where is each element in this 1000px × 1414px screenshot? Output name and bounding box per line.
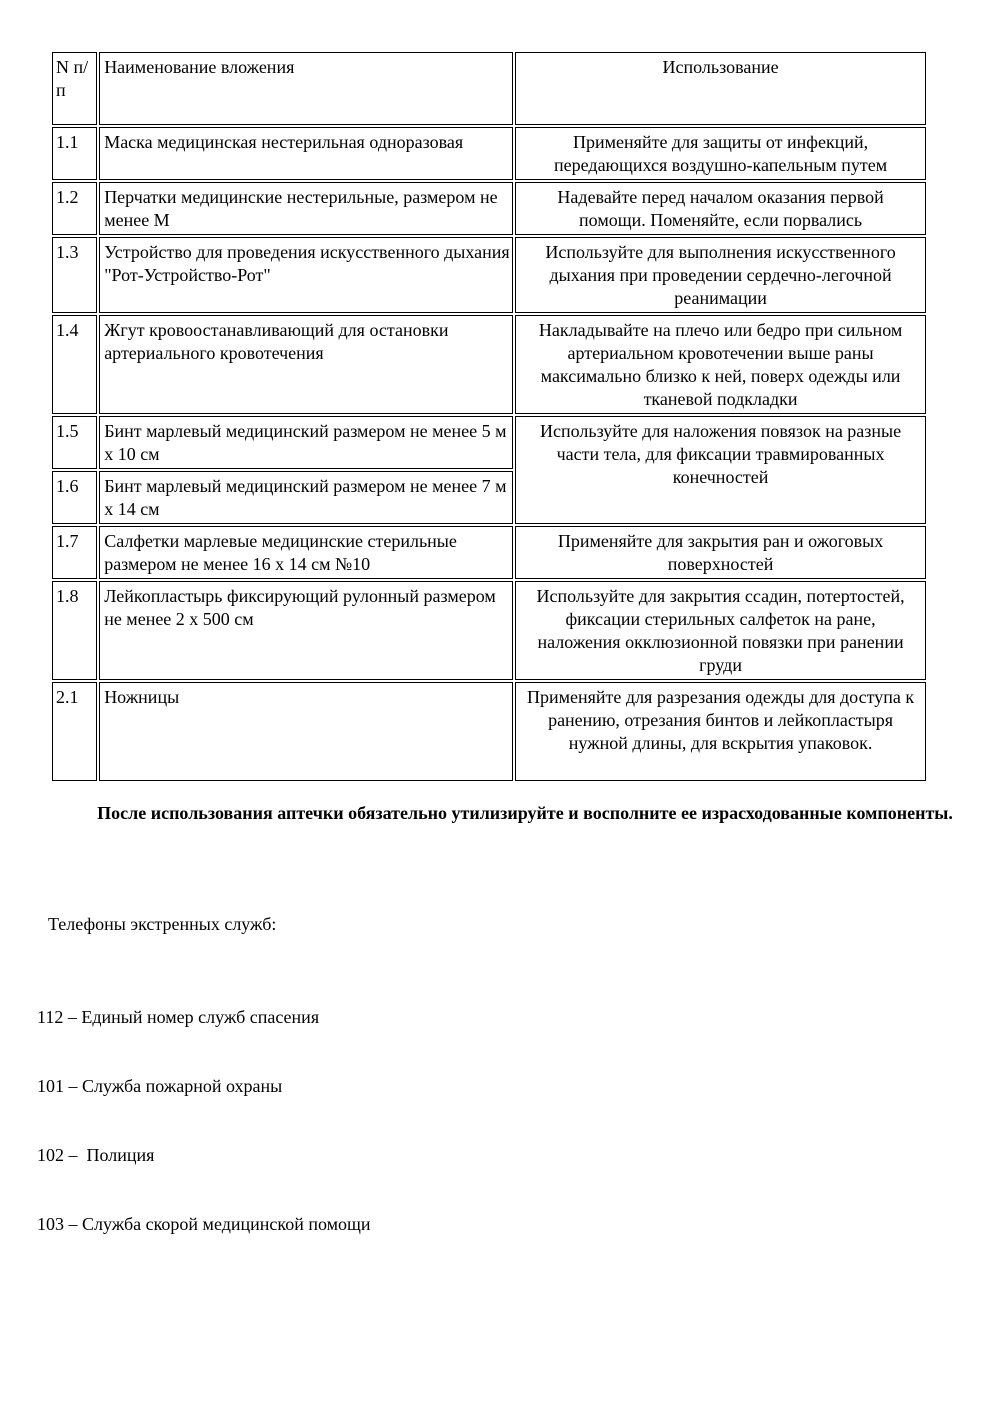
row-name: Ножницы (99, 682, 513, 781)
list-item: 112 – Единый номер служб спасения (37, 1007, 320, 1027)
table-header-row (52, 52, 926, 125)
row-use: Используйте для наложения повязок на разные части тела, для фиксации травмированных конечностей (515, 416, 926, 524)
row-num: 1.3 (52, 237, 97, 313)
row-name: Бинт марлевый медицинский размером не менее 5 м х 10 см (99, 416, 513, 469)
row-use: Применяйте для разрезания одежды для доступа к ранению, отрезания бинтов и лейкопластыря нужной длины, для вскрытия упаковок. (515, 682, 926, 781)
row-num: 1.6 (52, 471, 97, 524)
row-name: Устройство для проведения искусственного дыхания "Рот-Устройство-Рот" (99, 237, 513, 313)
first-aid-kit-table (50, 50, 928, 783)
row-num: 1.8 (52, 581, 97, 680)
table-row (52, 416, 926, 469)
row-num: 2.1 (52, 682, 97, 781)
disposal-notice: После использования аптечки обязательно утилизируйте и восполните ее израсходованные компоненты. (97, 803, 953, 823)
list-item: 103 – Служба скорой медицинской помощи (37, 1214, 371, 1234)
row-name: Жгут кровоостанавливающий для остановки артериального кровотечения (99, 315, 513, 414)
row-num: 1.2 (52, 182, 97, 235)
row-use: Применяйте для закрытия ран и ожоговых поверхностей (515, 526, 926, 579)
table-row (52, 237, 926, 313)
row-num: 1.5 (52, 416, 97, 469)
header-name: Наименование вложения (99, 52, 513, 125)
header-use: Использование (515, 52, 926, 125)
row-num: 1.7 (52, 526, 97, 579)
row-num: 1.1 (52, 127, 97, 180)
row-name: Перчатки медицинские нестерильные, размером не менее М (99, 182, 513, 235)
row-use: Надевайте перед началом оказания первой помощи. Поменяйте, если порвались (515, 182, 926, 235)
table-row (52, 526, 926, 579)
row-use: Используйте для закрытия ссадин, потертостей, фиксации стерильных салфеток на ране, наложения окклюзионной повязки при ранении груди (515, 581, 926, 680)
row-num: 1.4 (52, 315, 97, 414)
row-name: Бинт марлевый медицинский размером не менее 7 м х 14 см (99, 471, 513, 524)
header-num: N п/п (52, 52, 97, 125)
table-row (52, 682, 926, 781)
list-item: 101 – Служба пожарной охраны (37, 1076, 283, 1096)
table-row (52, 182, 926, 235)
list-item: 102 – Полиция (37, 1145, 155, 1165)
row-use: Применяйте для защиты от инфекций, передающихся воздушно-капельным путем (515, 127, 926, 180)
row-use: Накладывайте на плечо или бедро при сильном артериальном кровотечении выше раны максимально близко к ней, поверх одежды или тканевой подкладки (515, 315, 926, 414)
row-use: Используйте для выполнения искусственного дыхания при проведении сердечно-легочной реанимации (515, 237, 926, 313)
row-name: Салфетки марлевые медицинские стерильные размером не менее 16 х 14 см №10 (99, 526, 513, 579)
emergency-phones-list (37, 960, 371, 1259)
emergency-phones-title: Телефоны экстренных служб: (48, 914, 277, 934)
table-row (52, 127, 926, 180)
table-row (52, 581, 926, 680)
row-name: Лейкопластырь фиксирующий рулонный размером не менее 2 х 500 см (99, 581, 513, 680)
table-row (52, 315, 926, 414)
row-name: Маска медицинская нестерильная одноразовая (99, 127, 513, 180)
